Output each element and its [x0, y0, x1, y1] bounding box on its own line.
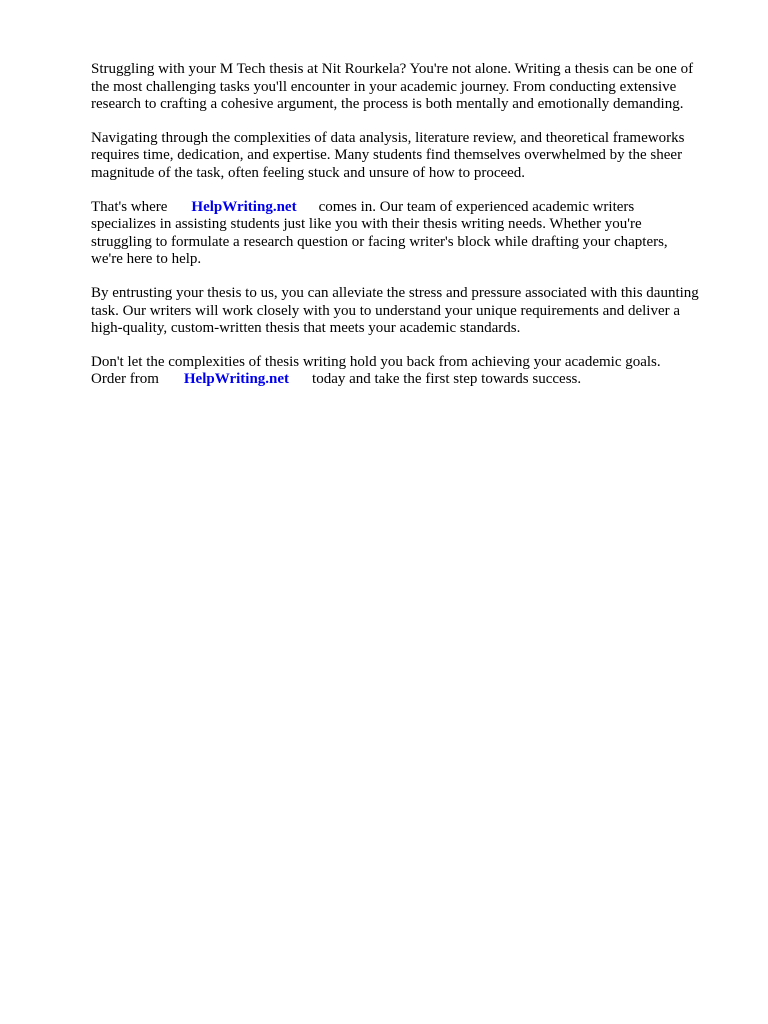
text-segment: comes in. Our team of experienced academic writers — [318, 198, 635, 215]
paragraph-service — [91, 199, 731, 269]
text-segment: Order from — [91, 371, 159, 388]
text-line: the most challenging tasks you'll encounter in your academic journey. From conducting extensive — [91, 78, 677, 95]
text-segment: today and take the first step towards success. — [312, 371, 582, 388]
paragraph-intro — [91, 61, 731, 114]
text-line: specializes in assisting students just like you with their thesis writing needs. Whether you're — [91, 216, 642, 233]
text-line: research to crafting a cohesive argument, the process is both mentally and emotionally demanding. — [91, 96, 684, 113]
text-line: magnitude of the task, often feeling stuck and unsure of how to proceed. — [91, 164, 526, 181]
text-line: Don't let the complexities of thesis writing hold you back from achieving your academic goals. — [91, 353, 661, 370]
text-line-with-link — [91, 371, 731, 389]
text-line: Struggling with your M Tech thesis at Nit Rourkela? You're not alone. Writing a thesis can be one of — [91, 61, 694, 77]
text-line: task. Our writers will work closely with you to understand your unique requirements and deliver a — [91, 302, 681, 319]
text-line: struggling to formulate a research question or facing writer's block while drafting your chapters, — [91, 233, 668, 250]
paragraph-call-to-action — [91, 354, 731, 389]
text-line: By entrusting your thesis to us, you can alleviate the stress and pressure associated with this daunting — [91, 284, 699, 301]
text-segment: That's where — [91, 198, 168, 215]
paragraph-complexities — [91, 130, 731, 183]
text-line-with-link — [91, 199, 731, 217]
helpwriting-link[interactable]: HelpWriting.net — [191, 198, 297, 215]
text-line: high-quality, custom-written thesis that meets your academic standards. — [91, 320, 521, 337]
text-line: Navigating through the complexities of data analysis, literature review, and theoretical frameworks — [91, 129, 685, 146]
paragraph-trust — [91, 285, 731, 338]
helpwriting-link[interactable]: HelpWriting.net — [183, 371, 290, 388]
text-line: we're here to help. — [91, 251, 202, 268]
document-body — [91, 61, 731, 405]
text-line: requires time, dedication, and expertise. Many students find themselves overwhelmed by the sheer — [91, 147, 683, 164]
